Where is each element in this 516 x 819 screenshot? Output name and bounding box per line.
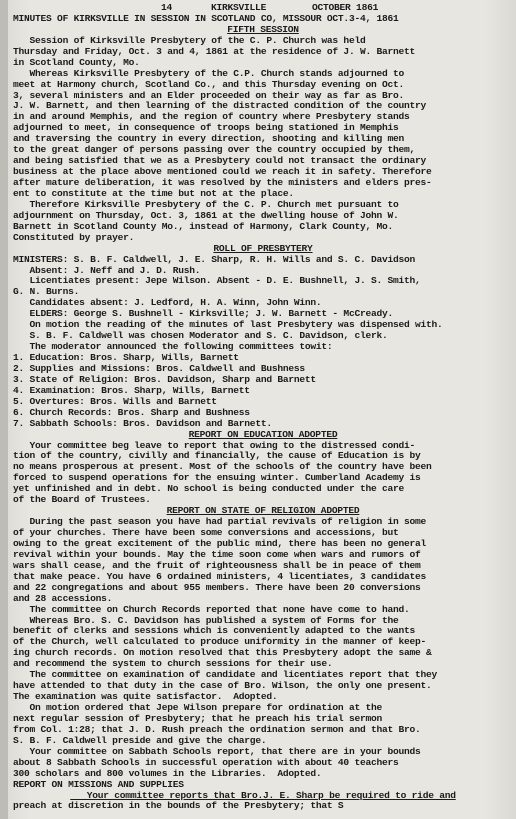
- minutes-body: [13, 14, 513, 812]
- text-line: wars shall cease, and the fruit of righteousness shall be in peace of them: [13, 559, 421, 571]
- text-line: Candidates absent: J. Ledford, H. A. Winn, John Winn.: [13, 297, 322, 309]
- text-line: business at the place above mentioned could we reach it in safety. Therefore: [13, 166, 432, 178]
- text-line: 7. Sabbath Schools: Bros. Davidson and Barnett.: [13, 417, 272, 429]
- text-line: and being satisfied that we as a Presbytery could not transact the ordinary: [13, 155, 427, 167]
- page-number: 14: [161, 2, 173, 13]
- text-line: The examination was quite satisfactor. Adopted.: [13, 691, 278, 703]
- text-line: 1. Education: Bros. Sharp, Wills, Barnett: [13, 352, 239, 363]
- text-line: that make peace. You have 6 ordained ministers, 4 licentiates, 3 candidates: [13, 570, 427, 582]
- text-line: MINISTERS: S. B. F. Caldwell, J. E. Sharp, R. H. Wills and S. C. Davidson: [13, 253, 416, 265]
- section-heading: FIFTH SESSION: [227, 23, 299, 35]
- text-line: ent to constitute at the time but not at the place.: [13, 187, 294, 199]
- text-line: Constituted by prayer.: [13, 231, 135, 243]
- text-line: in and around Memphis, and the region of country where Presbytery stands: [13, 111, 410, 123]
- text-line: have attended to that duty in the case of Bro. Wilson, the only one present.: [13, 680, 432, 692]
- text-line: owing to the great excitement of the public mind, there has been no general: [13, 537, 427, 549]
- text-line: ing church records. On motion resolved that this Presbytery adopt the same &: [13, 647, 432, 659]
- text-line: Your committee on Sabbath Schools report, that there are in your bounds: [13, 745, 421, 757]
- text-line: of the Board of Trustees.: [13, 494, 151, 506]
- text-line: The committee on examination of candidate and licentiates report that they: [13, 669, 438, 681]
- text-line: about 8 Sabbath Schools in successful operation with about 40 teachers: [13, 756, 399, 768]
- text-line: S. B. F. Caldwell preside and give the charge.: [13, 734, 267, 746]
- text-line: meet at Harmony church, Scotland Co., and this Thursday evening on Oct.: [13, 78, 405, 90]
- section-heading: ROLL OF PRESBYTERY: [213, 242, 313, 254]
- text-line: During the past season you have had partial revivals of religion in some: [13, 516, 427, 528]
- text-line: no means prosperous at present. Most of the schools of the country have been: [13, 461, 432, 473]
- text-line: tion of the country, civilly and financially, the cause of Education is by: [13, 450, 421, 462]
- text-line: benefit of clerks and sessions which is conveniently adapted to the wants: [13, 625, 416, 637]
- text-line: next regular session of Presbytery; that he preach his trial sermon: [13, 712, 382, 724]
- text-line: 300 scholars and 800 volumes in the Libraries. Adopted.: [13, 767, 322, 779]
- text-line: from Col. 1:28; that J. D. Rush preach the ordination sermon and that Bro.: [13, 723, 421, 735]
- text-line: 2. Supplies and Missions: Bros. Caldwell and Bushness: [13, 362, 305, 374]
- minutes-text: [13, 3, 513, 812]
- text-line: REPORT ON MISSIONS AND SUPPLIES: [13, 778, 184, 790]
- text-line: yet unfinished and in debt. No school is being conducted under the care: [13, 483, 405, 495]
- text-line: forced to suspend operations for the ensuing winter. Cumberland Academy is: [13, 472, 421, 484]
- text-line: 5. Overtures: Bros. Wills and Barnett: [13, 395, 217, 407]
- text-line: after mature deliberation, it was resolved by the ministers and elders pres-: [13, 177, 432, 188]
- text-line: in Scotland County, Mo.: [13, 56, 140, 68]
- text-line: Session of Kirksville Presbytery of the C. P. Church was held: [13, 34, 366, 46]
- text-line: adjourned to meet, in consequence of troops being stationed in Memphis: [13, 122, 399, 134]
- text-line: 4. Examination: Bros. Sharp, Wills, Barnett: [13, 384, 250, 396]
- text-line: 6. Church Records: Bros. Sharp and Bushness: [13, 406, 250, 418]
- text-line: The committee on Church Records reported that none have come to hand.: [13, 603, 410, 615]
- text-line: Absent: J. Neff and J. D. Rush.: [13, 264, 201, 276]
- text-line: G. N. Burns.: [13, 286, 80, 298]
- text-line: Barnett in Scotland County Mo., instead of Harmony, Clark County, Mo.: [13, 220, 393, 232]
- text-line: of the Church, well calculated to produce uniformity in the manner of keep-: [13, 636, 427, 648]
- running-head: [13, 3, 513, 14]
- text-line: On motion the reading of the minutes of last Presbytery was dispensed with.: [13, 319, 443, 331]
- section-heading: Your committee reports that Bro.J. E. Sharp be required to ride and: [70, 789, 456, 801]
- text-line: and 22 congregations and about 955 members. There have been 20 conversions: [13, 581, 421, 593]
- text-line: The moderator announced the following committees towit:: [13, 341, 333, 353]
- running-head-county: KIRKSVILLE: [211, 2, 267, 13]
- text-line: and 28 accessions.: [13, 592, 113, 604]
- text-line: Whereas Kirksville Presbytery of the C.P. Church stands adjourned to: [13, 67, 405, 79]
- text-line: revival within your bounds. May the time soon come when wars and rumors of: [13, 548, 421, 560]
- text-line: and traversing the country in every direction, shooting and killing men: [13, 133, 405, 145]
- text-line: 3, several ministers and an Elder proceeded on their way as far as Bro.: [13, 89, 405, 101]
- text-line: adjournment on Thursday, Oct. 3, 1861 at the dwelling house of John W.: [13, 209, 399, 221]
- text-line: Whereas Bro. S. C. Davidson has published a system of Forms for the: [13, 614, 399, 626]
- text-line: Therefore Kirksville Presbytery of the C. P. Church met pursuant to: [13, 198, 399, 210]
- text-line: of your churches. There have been some conversions and accessions, but: [13, 527, 399, 538]
- page-binding-edge: [0, 0, 8, 819]
- text-line: S. B. F. Caldwell was chosen Moderator and S. C. Davidson, clerk.: [13, 330, 388, 342]
- text-line: and recommend the system to church sessions for their use.: [13, 658, 333, 670]
- text-line: preach at discretion in the bounds of the Presbytery; that S: [13, 800, 344, 812]
- section-heading: REPORT ON EDUCATION ADOPTED: [188, 428, 338, 440]
- text-line: 3. State of Religion: Bros. Davidson, Sharp and Barnett: [13, 373, 316, 385]
- text-line: Thursday and Friday, Oct. 3 and 4, 1861 at the residence of J. W. Barnett: [13, 45, 416, 57]
- text-line: ELDERS: George S. Bushnell - Kirksville; J. W. Barnett - McCready.: [13, 308, 393, 320]
- text-line: Your committee beg leave to report that owing to the distressed condi-: [13, 439, 416, 451]
- section-heading: REPORT ON STATE OF RELIGION ADOPTED: [166, 505, 360, 517]
- text-line: MINUTES OF KIRKSVILLE IN SESSION IN SCOTLAND CO, MISSOUR OCT.3-4, 1861: [13, 12, 399, 24]
- text-line: to the great danger of persons passing over the country occupied by them,: [13, 144, 416, 156]
- running-head-date: OCTOBER 1861: [312, 2, 379, 13]
- text-line: Licentiates present: Jepe Wilson. Absent - D. E. Bushnell, J. S. Smith,: [13, 275, 421, 287]
- text-line: On motion ordered that Jepe Wilson prepare for ordination at the: [13, 702, 382, 713]
- text-line: J. W. Barnett, and then learning of the distracted condition of the country: [13, 100, 427, 112]
